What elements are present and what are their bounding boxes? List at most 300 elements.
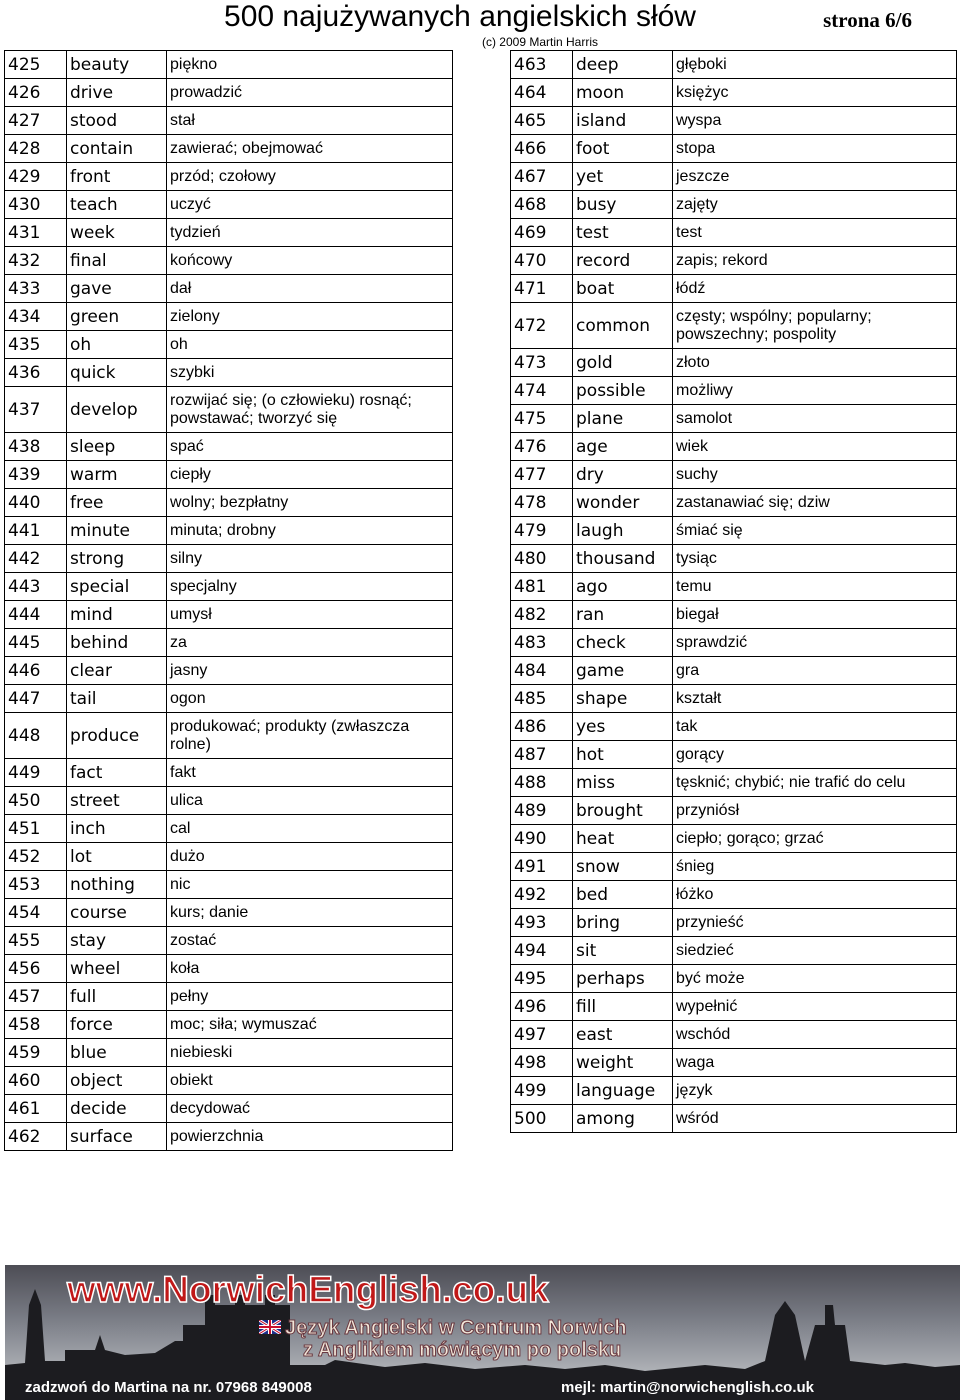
table-row <box>511 247 957 275</box>
english-word: beauty <box>67 51 167 79</box>
english-word: clear <box>67 657 167 685</box>
banner-phone: zadzwoń do Martina na nr. 07968 849008 <box>25 1379 312 1396</box>
word-number: 430 <box>5 191 67 219</box>
english-word: hot <box>573 741 673 769</box>
table-row <box>511 377 957 405</box>
english-word: island <box>573 107 673 135</box>
table-row <box>511 965 957 993</box>
polish-translation: tęsknić; chybić; nie trafić do celu <box>673 769 957 797</box>
table-row <box>511 825 957 853</box>
polish-translation: dużo <box>167 843 453 871</box>
word-number: 497 <box>511 1021 573 1049</box>
word-number: 438 <box>5 433 67 461</box>
english-word: front <box>67 163 167 191</box>
table-row <box>5 107 453 135</box>
polish-translation: wśród <box>673 1105 957 1133</box>
polish-translation: ulica <box>167 787 453 815</box>
english-word: gold <box>573 349 673 377</box>
table-row <box>5 247 453 275</box>
word-number: 435 <box>5 331 67 359</box>
word-number: 459 <box>5 1039 67 1067</box>
english-word: language <box>573 1077 673 1105</box>
english-word: blue <box>67 1039 167 1067</box>
word-number: 473 <box>511 349 573 377</box>
english-word: boat <box>573 275 673 303</box>
polish-translation: prowadzić <box>167 79 453 107</box>
table-row <box>5 983 453 1011</box>
polish-translation: oh <box>167 331 453 359</box>
table-row <box>511 433 957 461</box>
word-number: 481 <box>511 573 573 601</box>
english-word: fill <box>573 993 673 1021</box>
polish-translation: zastanawiać się; dziw <box>673 489 957 517</box>
polish-translation: ogon <box>167 685 453 713</box>
word-number: 474 <box>511 377 573 405</box>
word-number: 432 <box>5 247 67 275</box>
table-row <box>511 741 957 769</box>
advertisement-banner[interactable] <box>5 1265 960 1400</box>
table-row <box>5 685 453 713</box>
english-word: record <box>573 247 673 275</box>
table-row <box>5 359 453 387</box>
english-word: laugh <box>573 517 673 545</box>
word-number: 458 <box>5 1011 67 1039</box>
english-word: course <box>67 899 167 927</box>
word-number: 463 <box>511 51 573 79</box>
table-row <box>5 517 453 545</box>
polish-translation: jasny <box>167 657 453 685</box>
word-number: 460 <box>5 1067 67 1095</box>
polish-translation: gra <box>673 657 957 685</box>
table-row <box>5 387 453 433</box>
polish-translation: suchy <box>673 461 957 489</box>
word-number: 478 <box>511 489 573 517</box>
polish-translation: za <box>167 629 453 657</box>
table-row <box>5 461 453 489</box>
polish-translation: końcowy <box>167 247 453 275</box>
english-word: sit <box>573 937 673 965</box>
english-word: common <box>573 303 673 349</box>
word-number: 488 <box>511 769 573 797</box>
polish-translation: powierzchnia <box>167 1123 453 1151</box>
polish-translation: złoto <box>673 349 957 377</box>
table-row <box>511 163 957 191</box>
english-word: yes <box>573 713 673 741</box>
word-number: 439 <box>5 461 67 489</box>
table-row <box>5 1011 453 1039</box>
word-number: 470 <box>511 247 573 275</box>
polish-translation: nic <box>167 871 453 899</box>
table-row <box>511 51 957 79</box>
table-row <box>5 1039 453 1067</box>
english-word: behind <box>67 629 167 657</box>
english-word: force <box>67 1011 167 1039</box>
table-row <box>5 899 453 927</box>
page-title: 500 najużywanych angielskich słów <box>224 0 696 33</box>
english-word: green <box>67 303 167 331</box>
polish-translation: cal <box>167 815 453 843</box>
english-word: oh <box>67 331 167 359</box>
polish-translation: łódź <box>673 275 957 303</box>
table-row <box>511 191 957 219</box>
word-number: 477 <box>511 461 573 489</box>
word-number: 457 <box>5 983 67 1011</box>
english-word: shape <box>573 685 673 713</box>
word-number: 496 <box>511 993 573 1021</box>
polish-translation: zawierać; obejmować <box>167 135 453 163</box>
table-row <box>5 275 453 303</box>
vocabulary-table-left <box>4 50 453 1151</box>
word-number: 491 <box>511 853 573 881</box>
polish-translation: wolny; bezpłatny <box>167 489 453 517</box>
copyright-note: (c) 2009 Martin Harris <box>481 35 599 49</box>
table-row <box>511 219 957 247</box>
polish-translation: dał <box>167 275 453 303</box>
word-number: 441 <box>5 517 67 545</box>
polish-translation: zielony <box>167 303 453 331</box>
english-word: deep <box>573 51 673 79</box>
word-number: 433 <box>5 275 67 303</box>
english-word: mind <box>67 601 167 629</box>
word-number: 447 <box>5 685 67 713</box>
english-word: wheel <box>67 955 167 983</box>
word-number: 493 <box>511 909 573 937</box>
polish-translation: rozwijać się; (o człowieku) rosnąć; powstawać; tworzyć się <box>167 387 453 433</box>
english-word: possible <box>573 377 673 405</box>
word-number: 471 <box>511 275 573 303</box>
polish-translation: specjalny <box>167 573 453 601</box>
word-number: 449 <box>5 759 67 787</box>
table-row <box>5 1123 453 1151</box>
english-word: teach <box>67 191 167 219</box>
table-row <box>5 871 453 899</box>
polish-translation: piękno <box>167 51 453 79</box>
english-word: lot <box>67 843 167 871</box>
table-row <box>511 629 957 657</box>
polish-translation: kształt <box>673 685 957 713</box>
word-number: 454 <box>5 899 67 927</box>
polish-translation: koła <box>167 955 453 983</box>
english-word: foot <box>573 135 673 163</box>
polish-translation: częsty; wspólny; popularny; powszechny; pospolity <box>673 303 957 349</box>
english-word: bed <box>573 881 673 909</box>
polish-translation: niebieski <box>167 1039 453 1067</box>
word-number: 446 <box>5 657 67 685</box>
word-number: 476 <box>511 433 573 461</box>
word-number: 452 <box>5 843 67 871</box>
polish-translation: przynieść <box>673 909 957 937</box>
polish-translation: siedzieć <box>673 937 957 965</box>
polish-translation: produkować; produkty (zwłaszcza rolne) <box>167 713 453 759</box>
polish-translation: język <box>673 1077 957 1105</box>
polish-translation: wiek <box>673 433 957 461</box>
word-number: 475 <box>511 405 573 433</box>
polish-translation: zostać <box>167 927 453 955</box>
polish-translation: wypełnić <box>673 993 957 1021</box>
english-word: stay <box>67 927 167 955</box>
polish-translation: łóżko <box>673 881 957 909</box>
table-row <box>5 545 453 573</box>
polish-translation: śnieg <box>673 853 957 881</box>
english-word: ago <box>573 573 673 601</box>
table-row <box>511 517 957 545</box>
polish-translation: możliwy <box>673 377 957 405</box>
polish-translation: ciepło; gorąco; grzać <box>673 825 957 853</box>
word-number: 486 <box>511 713 573 741</box>
word-number: 483 <box>511 629 573 657</box>
word-number: 472 <box>511 303 573 349</box>
word-number: 466 <box>511 135 573 163</box>
word-number: 494 <box>511 937 573 965</box>
table-row <box>5 303 453 331</box>
table-row <box>5 1095 453 1123</box>
table-row <box>5 489 453 517</box>
vocabulary-table-right <box>510 50 957 1133</box>
table-row <box>5 163 453 191</box>
english-word: wonder <box>573 489 673 517</box>
polish-translation: silny <box>167 545 453 573</box>
english-word: develop <box>67 387 167 433</box>
table-row <box>511 1021 957 1049</box>
table-row <box>5 573 453 601</box>
table-row <box>511 79 957 107</box>
polish-translation: śmiać się <box>673 517 957 545</box>
word-number: 482 <box>511 601 573 629</box>
table-row <box>5 629 453 657</box>
banner-email[interactable]: mejl: martin@norwichenglish.co.uk <box>561 1379 815 1396</box>
english-word: drive <box>67 79 167 107</box>
word-number: 456 <box>5 955 67 983</box>
polish-translation: minuta; drobny <box>167 517 453 545</box>
polish-translation: stopa <box>673 135 957 163</box>
polish-translation: zapis; rekord <box>673 247 957 275</box>
word-number: 429 <box>5 163 67 191</box>
table-row <box>511 1105 957 1133</box>
english-word: plane <box>573 405 673 433</box>
polish-translation: tydzień <box>167 219 453 247</box>
polish-translation: być może <box>673 965 957 993</box>
english-word: surface <box>67 1123 167 1151</box>
table-row <box>511 685 957 713</box>
table-row <box>511 1049 957 1077</box>
english-word: produce <box>67 713 167 759</box>
polish-translation: tysiąc <box>673 545 957 573</box>
english-word: ran <box>573 601 673 629</box>
polish-translation: uczyć <box>167 191 453 219</box>
polish-translation: szybki <box>167 359 453 387</box>
table-row <box>511 713 957 741</box>
word-number: 487 <box>511 741 573 769</box>
word-number: 492 <box>511 881 573 909</box>
banner-website-link[interactable]: www.NorwichEnglish.co.uk <box>67 1269 549 1310</box>
english-word: thousand <box>573 545 673 573</box>
polish-translation: pełny <box>167 983 453 1011</box>
english-word: game <box>573 657 673 685</box>
word-number: 442 <box>5 545 67 573</box>
english-word: object <box>67 1067 167 1095</box>
english-word: street <box>67 787 167 815</box>
word-number: 490 <box>511 825 573 853</box>
table-row <box>5 787 453 815</box>
table-row <box>511 135 957 163</box>
word-number: 468 <box>511 191 573 219</box>
table-row <box>511 107 957 135</box>
table-row <box>5 191 453 219</box>
polish-translation: obiekt <box>167 1067 453 1095</box>
english-word: miss <box>573 769 673 797</box>
table-row <box>5 1067 453 1095</box>
word-number: 425 <box>5 51 67 79</box>
table-row <box>511 797 957 825</box>
polish-translation: przód; czołowy <box>167 163 453 191</box>
table-row <box>511 275 957 303</box>
table-row <box>5 713 453 759</box>
word-number: 455 <box>5 927 67 955</box>
table-row <box>511 993 957 1021</box>
word-number: 462 <box>5 1123 67 1151</box>
polish-translation: jeszcze <box>673 163 957 191</box>
english-word: minute <box>67 517 167 545</box>
word-number: 479 <box>511 517 573 545</box>
english-word: strong <box>67 545 167 573</box>
word-number: 469 <box>511 219 573 247</box>
polish-translation: ciepły <box>167 461 453 489</box>
english-word: fact <box>67 759 167 787</box>
english-word: test <box>573 219 673 247</box>
english-word: gave <box>67 275 167 303</box>
word-number: 448 <box>5 713 67 759</box>
polish-translation: temu <box>673 573 957 601</box>
polish-translation: kurs; danie <box>167 899 453 927</box>
page-number: strona 6/6 <box>823 8 912 32</box>
english-word: bring <box>573 909 673 937</box>
table-row <box>511 545 957 573</box>
word-number: 453 <box>5 871 67 899</box>
english-word: busy <box>573 191 673 219</box>
english-word: week <box>67 219 167 247</box>
polish-translation: głęboki <box>673 51 957 79</box>
english-word: yet <box>573 163 673 191</box>
word-number: 426 <box>5 79 67 107</box>
polish-translation: fakt <box>167 759 453 787</box>
table-row <box>5 51 453 79</box>
english-word: final <box>67 247 167 275</box>
english-word: sleep <box>67 433 167 461</box>
word-number: 500 <box>511 1105 573 1133</box>
table-row <box>511 909 957 937</box>
english-word: brought <box>573 797 673 825</box>
word-number: 440 <box>5 489 67 517</box>
polish-translation: samolot <box>673 405 957 433</box>
english-word: inch <box>67 815 167 843</box>
polish-translation: wschód <box>673 1021 957 1049</box>
table-row <box>5 331 453 359</box>
polish-translation: sprawdzić <box>673 629 957 657</box>
table-row <box>511 573 957 601</box>
table-row <box>5 219 453 247</box>
english-word: age <box>573 433 673 461</box>
word-number: 461 <box>5 1095 67 1123</box>
table-row <box>511 489 957 517</box>
table-row <box>5 955 453 983</box>
english-word: nothing <box>67 871 167 899</box>
word-number: 427 <box>5 107 67 135</box>
word-number: 443 <box>5 573 67 601</box>
english-word: decide <box>67 1095 167 1123</box>
table-row <box>5 135 453 163</box>
english-word: special <box>67 573 167 601</box>
word-number: 489 <box>511 797 573 825</box>
english-word: full <box>67 983 167 1011</box>
table-row <box>5 927 453 955</box>
banner-tagline-1: Język Angielski w Centrum Norwich <box>285 1317 627 1339</box>
banner-tagline-2: z Anglikiem mówiącym po polsku <box>303 1339 622 1361</box>
polish-translation: stał <box>167 107 453 135</box>
english-word: free <box>67 489 167 517</box>
word-number: 434 <box>5 303 67 331</box>
word-number: 485 <box>511 685 573 713</box>
polish-translation: moc; siła; wymuszać <box>167 1011 453 1039</box>
table-row <box>511 461 957 489</box>
table-row <box>511 657 957 685</box>
polish-translation: gorący <box>673 741 957 769</box>
word-number: 495 <box>511 965 573 993</box>
polish-translation: tak <box>673 713 957 741</box>
english-word: moon <box>573 79 673 107</box>
english-word: snow <box>573 853 673 881</box>
table-row <box>511 937 957 965</box>
english-word: dry <box>573 461 673 489</box>
word-number: 436 <box>5 359 67 387</box>
english-word: warm <box>67 461 167 489</box>
word-number: 445 <box>5 629 67 657</box>
table-row <box>511 405 957 433</box>
table-row <box>5 601 453 629</box>
word-number: 498 <box>511 1049 573 1077</box>
word-number: 467 <box>511 163 573 191</box>
word-number: 428 <box>5 135 67 163</box>
polish-translation: waga <box>673 1049 957 1077</box>
polish-translation: zajęty <box>673 191 957 219</box>
table-row <box>5 657 453 685</box>
union-flag-icon <box>259 1320 281 1334</box>
table-row <box>5 79 453 107</box>
table-row <box>511 1077 957 1105</box>
polish-translation: przyniósł <box>673 797 957 825</box>
word-number: 464 <box>511 79 573 107</box>
polish-translation: decydować <box>167 1095 453 1123</box>
table-row <box>511 601 957 629</box>
table-row <box>5 815 453 843</box>
polish-translation: biegał <box>673 601 957 629</box>
english-word: quick <box>67 359 167 387</box>
polish-translation: wyspa <box>673 107 957 135</box>
word-number: 499 <box>511 1077 573 1105</box>
table-row <box>5 759 453 787</box>
table-row <box>511 769 957 797</box>
polish-translation: umysł <box>167 601 453 629</box>
word-number: 465 <box>511 107 573 135</box>
table-row <box>511 853 957 881</box>
english-word: stood <box>67 107 167 135</box>
word-number: 444 <box>5 601 67 629</box>
word-number: 450 <box>5 787 67 815</box>
word-number: 480 <box>511 545 573 573</box>
english-word: among <box>573 1105 673 1133</box>
english-word: check <box>573 629 673 657</box>
english-word: heat <box>573 825 673 853</box>
word-number: 451 <box>5 815 67 843</box>
